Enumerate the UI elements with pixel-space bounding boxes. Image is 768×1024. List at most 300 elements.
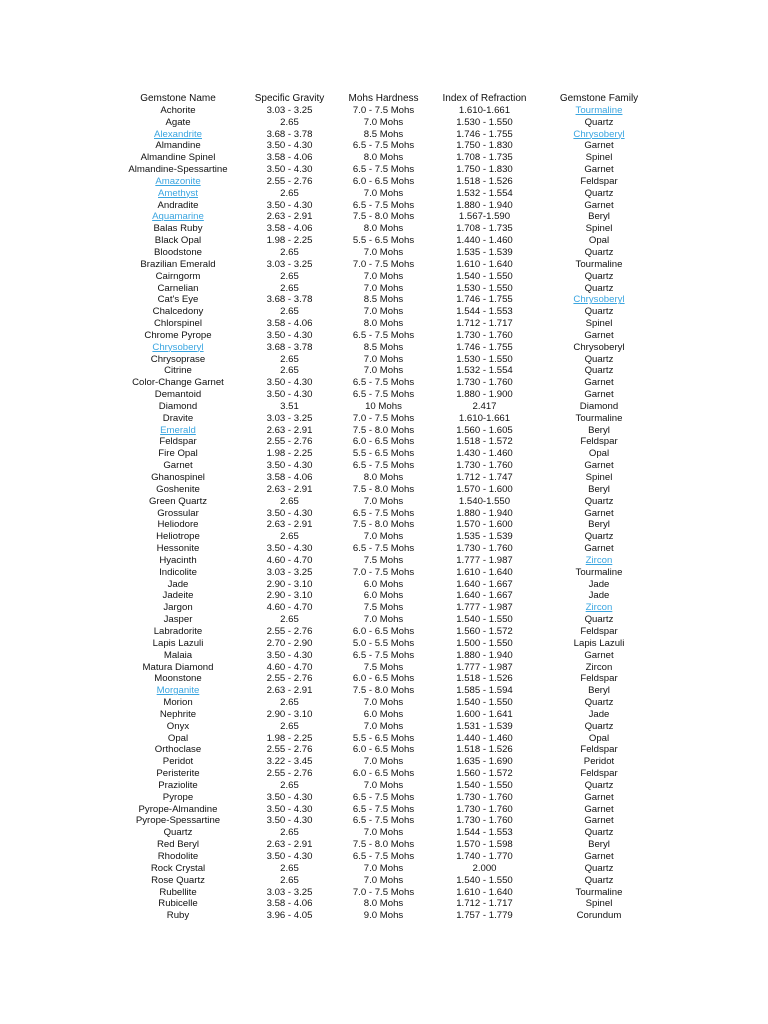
refraction-index-cell: 1.532 - 1.554 [456, 365, 513, 377]
mohs-hardness-cell: 7.5 - 8.0 Mohs [352, 211, 415, 223]
refraction-index-cell: 1.750 - 1.830 [456, 164, 513, 176]
gemstone-family-cell [543, 105, 655, 117]
gemstone-family-cell: Quartz [584, 779, 614, 791]
specific-gravity-cell: 3.50 - 4.30 [266, 851, 313, 862]
specific-gravity-cell: 1.98 - 2.25 [266, 448, 313, 460]
gemstone-family-cell: Garnet [584, 199, 614, 211]
mohs-hardness-cell: 10 Mohs [365, 400, 402, 412]
gemstone-family-cell [543, 294, 655, 306]
gemstone-name-cell: Chalcedony [152, 306, 204, 318]
table-row [118, 484, 655, 496]
mohs-hardness-cell: 6.5 - 7.5 Mohs [352, 377, 415, 389]
refraction-index-cell: 1.535 - 1.539 [456, 246, 513, 258]
mohs-hardness-cell: 7.0 Mohs [363, 365, 404, 377]
refraction-index-cell: 1.530 - 1.550 [456, 353, 513, 365]
gemstone-name-link[interactable]: Emerald [160, 424, 196, 436]
gemstone-family-cell: Quartz [584, 874, 614, 886]
gemstone-family-cell: Zircon [585, 661, 613, 673]
specific-gravity-cell: 1.98 - 2.25 [266, 235, 313, 247]
gemstone-name-link[interactable]: Morganite [156, 685, 200, 697]
refraction-index-cell: 1.640 - 1.667 [456, 578, 513, 590]
refraction-index-cell: 1.540 - 1.550 [456, 779, 513, 791]
refraction-index-cell: 1.635 - 1.690 [456, 756, 513, 768]
gemstone-name-cell: Carnelian [157, 282, 199, 294]
refraction-index-cell: 1.746 - 1.755 [456, 128, 513, 140]
gemstone-name-cell: Matura Diamond [142, 661, 214, 673]
table-row [118, 211, 655, 223]
refraction-index-cell: 1.730 - 1.760 [456, 329, 513, 341]
mohs-hardness-cell: 7.0 - 7.5 Mohs [352, 566, 415, 578]
gemstone-family-cell: Lapis Lazuli [573, 637, 625, 649]
refraction-index-cell: 1.518 - 1.526 [456, 175, 513, 187]
table-row [118, 898, 655, 910]
table-row [118, 318, 655, 330]
table-row [118, 330, 655, 342]
table-row [118, 105, 655, 117]
table-row [118, 590, 655, 602]
gemstone-family-cell: Quartz [584, 282, 614, 294]
gemstone-name-cell: Nephrite [159, 708, 197, 720]
gemstone-name-link[interactable]: Alexandrite [154, 128, 202, 140]
specific-gravity-cell: 2.55 - 2.76 [266, 625, 313, 637]
table-row [118, 744, 655, 756]
mohs-hardness-cell: 8.0 Mohs [363, 318, 404, 330]
table-row [118, 306, 655, 318]
gemstone-family-link[interactable]: Zircon [585, 554, 613, 566]
gemstone-family-cell: Quartz [584, 697, 614, 709]
specific-gravity-cell: 3.03 - 3.25 [266, 886, 313, 898]
gemstone-name-cell: Peridot [162, 756, 194, 768]
specific-gravity-cell: 2.65 [280, 306, 299, 318]
mohs-hardness-cell: 6.5 - 7.5 Mohs [352, 815, 415, 827]
gemstone-name-cell: Almandine [155, 140, 201, 152]
header-gemstone-family: Gemstone Family [559, 93, 639, 104]
refraction-index-cell: 1.730 - 1.760 [456, 791, 513, 803]
table-row [118, 496, 655, 508]
table-row [118, 887, 655, 899]
mohs-hardness-cell: 6.0 Mohs [363, 708, 404, 720]
gemstone-name-cell: Almandine Spinel [140, 152, 216, 164]
refraction-index-cell: 1.570 - 1.598 [456, 839, 513, 851]
gemstone-family-cell: Tourmaline [575, 412, 623, 424]
gemstone-family-cell: Beryl [588, 685, 610, 697]
gemstone-name-cell: Green Quartz [148, 495, 208, 507]
refraction-index-cell: 1.746 - 1.755 [456, 294, 513, 306]
gemstone-name-cell: Moonstone [154, 673, 202, 685]
table-row [118, 804, 655, 816]
gemstone-family-cell [543, 129, 655, 141]
mohs-hardness-cell: 5.5 - 6.5 Mohs [352, 235, 415, 247]
table-row [118, 176, 655, 188]
specific-gravity-cell: 3.58 - 4.06 [266, 898, 313, 910]
table-row [118, 780, 655, 792]
refraction-index-cell: 1.544 - 1.553 [456, 827, 513, 839]
specific-gravity-cell: 2.65 [280, 246, 299, 258]
refraction-index-cell: 1.746 - 1.755 [456, 341, 513, 353]
specific-gravity-cell: 2.63 - 2.91 [266, 424, 313, 436]
mohs-hardness-cell: 6.0 Mohs [363, 578, 404, 590]
specific-gravity-cell: 4.60 - 4.70 [266, 661, 313, 673]
specific-gravity-cell: 2.90 - 3.10 [266, 590, 313, 602]
table-row [118, 733, 655, 745]
refraction-index-cell: 2.000 [472, 862, 497, 874]
gemstone-name-cell: Rubicelle [158, 898, 198, 910]
gemstone-family-cell: Quartz [584, 187, 614, 199]
table-row [118, 851, 655, 863]
gemstone-name-cell: Black Opal [154, 235, 202, 247]
specific-gravity-cell: 3.50 - 4.30 [266, 199, 313, 211]
table-row [118, 472, 655, 484]
mohs-hardness-cell: 7.0 Mohs [363, 246, 404, 258]
gemstone-family-cell: Quartz [584, 246, 614, 258]
table-row [118, 259, 655, 271]
specific-gravity-cell: 3.50 - 4.30 [266, 140, 313, 152]
gemstone-name-cell: Cat's Eye [157, 294, 199, 306]
refraction-index-cell: 1.880 - 1.940 [456, 649, 513, 661]
gemstone-name-cell: Ruby [166, 910, 190, 922]
specific-gravity-cell: 2.63 - 2.91 [266, 483, 313, 495]
gemstone-family-cell: Quartz [584, 270, 614, 282]
table-row [118, 543, 655, 555]
refraction-index-cell: 1.530 - 1.550 [456, 116, 513, 128]
mohs-hardness-cell: 6.0 - 6.5 Mohs [352, 175, 415, 187]
mohs-hardness-cell: 8.0 Mohs [363, 898, 404, 910]
specific-gravity-cell: 2.65 [280, 827, 299, 839]
table-row [118, 614, 655, 626]
refraction-index-cell: 1.712 - 1.717 [456, 318, 513, 330]
gemstone-family-cell: Beryl [588, 483, 610, 495]
table-row [118, 223, 655, 235]
table-row [118, 460, 655, 472]
mohs-hardness-cell: 6.5 - 7.5 Mohs [352, 507, 415, 519]
specific-gravity-cell: 2.55 - 2.76 [266, 768, 313, 780]
refraction-index-cell: 1.540 - 1.550 [456, 874, 513, 886]
gemstone-family-cell: Quartz [584, 614, 614, 626]
refraction-index-cell: 1.730 - 1.760 [456, 377, 513, 389]
gemstone-name-cell: Rhodolite [157, 851, 199, 862]
gemstone-name-cell: Jargon [163, 602, 193, 614]
refraction-index-cell: 1.540 - 1.550 [456, 270, 513, 282]
refraction-index-cell: 1.540 - 1.550 [456, 697, 513, 709]
gemstone-family-cell: Quartz [584, 720, 614, 732]
refraction-index-cell: 1.540-1.550 [458, 495, 511, 507]
specific-gravity-cell: 2.65 [280, 874, 299, 886]
mohs-hardness-cell: 7.0 Mohs [363, 270, 404, 282]
mohs-hardness-cell: 5.5 - 6.5 Mohs [352, 732, 415, 744]
gemstone-name-cell: Chrome Pyrope [144, 329, 212, 341]
gemstone-family-cell: Quartz [584, 531, 614, 543]
gemstone-name-cell: Chrysoprase [150, 353, 206, 365]
table-row [118, 365, 655, 377]
mohs-hardness-cell: 7.0 - 7.5 Mohs [352, 258, 415, 270]
specific-gravity-cell: 3.68 - 3.78 [266, 128, 313, 140]
gemstone-name-link[interactable]: Amazonite [155, 175, 201, 187]
table-row [118, 709, 655, 721]
table-row [118, 389, 655, 401]
gemstone-name-cell: Praziolite [158, 779, 198, 791]
mohs-hardness-cell: 7.0 Mohs [363, 187, 404, 199]
refraction-index-cell: 1.531 - 1.539 [456, 720, 513, 732]
gemstone-family-link[interactable]: Chrysoberyl [573, 294, 625, 306]
gemstone-family-cell: Feldspar [580, 673, 618, 685]
mohs-hardness-cell: 7.0 Mohs [363, 282, 404, 294]
specific-gravity-cell: 3.58 - 4.06 [266, 318, 313, 330]
gemstone-family-cell: Jade [588, 578, 610, 590]
table-row [118, 235, 655, 247]
mohs-hardness-cell: 7.5 Mohs [363, 661, 404, 673]
refraction-index-cell: 1.518 - 1.526 [456, 744, 513, 756]
table-row [118, 602, 655, 614]
gemstone-family-cell: Quartz [584, 495, 614, 507]
gemstone-name-cell: Peristerite [156, 768, 200, 780]
gemstone-name-cell: Feldspar [159, 436, 197, 448]
mohs-hardness-cell: 6.5 - 7.5 Mohs [352, 164, 415, 176]
gemstone-family-cell: Opal [588, 235, 610, 247]
mohs-hardness-cell: 7.5 - 8.0 Mohs [352, 519, 415, 531]
gemstone-name-cell: Morion [163, 697, 193, 709]
refraction-index-cell: 1.440 - 1.460 [456, 235, 513, 247]
header-mohs-hardness: Mohs Hardness [348, 93, 419, 104]
specific-gravity-cell: 3.51 [280, 400, 299, 412]
table-row [118, 200, 655, 212]
table-row [118, 579, 655, 591]
gemstone-name-cell: Diamond [158, 400, 198, 412]
gemstone-name-cell [118, 188, 238, 200]
mohs-hardness-cell: 7.5 - 8.0 Mohs [352, 839, 415, 851]
refraction-index-cell: 1.570 - 1.600 [456, 483, 513, 495]
gemstone-name-cell: Goshenite [156, 483, 200, 495]
specific-gravity-cell: 2.65 [280, 779, 299, 791]
specific-gravity-cell: 2.65 [280, 187, 299, 199]
gemstone-name-link[interactable]: Aquamarine [152, 211, 204, 223]
mohs-hardness-cell: 7.0 - 7.5 Mohs [352, 104, 415, 116]
refraction-index-cell: 1.567-1.590 [458, 211, 511, 223]
mohs-hardness-cell: 7.0 Mohs [363, 862, 404, 874]
mohs-hardness-cell: 7.5 - 8.0 Mohs [352, 685, 415, 697]
mohs-hardness-cell: 7.0 Mohs [363, 827, 404, 839]
gemstone-name-cell: Malaia [163, 649, 193, 661]
specific-gravity-cell: 2.65 [280, 282, 299, 294]
gemstone-family-cell: Beryl [588, 519, 610, 531]
refraction-index-cell: 1.560 - 1.605 [456, 424, 513, 436]
refraction-index-cell: 1.610 - 1.640 [456, 886, 513, 898]
gemstone-family-cell: Garnet [584, 377, 614, 389]
specific-gravity-cell: 2.65 [280, 862, 299, 874]
table-row [118, 673, 655, 685]
gemstone-name-cell: Onyx [166, 720, 190, 732]
specific-gravity-cell: 2.65 [280, 365, 299, 377]
gemstone-family-cell: Spinel [585, 898, 613, 910]
mohs-hardness-cell: 6.5 - 7.5 Mohs [352, 543, 415, 555]
specific-gravity-cell: 2.63 - 2.91 [266, 519, 313, 531]
mohs-hardness-cell: 8.0 Mohs [363, 472, 404, 483]
gemstone-family-cell: Garnet [584, 329, 614, 341]
gemstone-family-cell: Spinel [585, 472, 613, 483]
refraction-index-cell: 1.570 - 1.600 [456, 519, 513, 531]
gemstone-name-link[interactable]: Amethyst [158, 187, 198, 199]
table-row [118, 247, 655, 259]
gemstone-family-cell: Opal [588, 448, 610, 460]
gemstone-family-cell: Garnet [584, 803, 614, 815]
gemstone-family-link[interactable]: Zircon [585, 602, 613, 614]
table-row [118, 721, 655, 733]
specific-gravity-cell: 3.50 - 4.30 [266, 803, 313, 815]
gemstone-name-cell: Quartz [163, 827, 193, 839]
mohs-hardness-cell: 7.0 Mohs [363, 353, 404, 365]
specific-gravity-cell: 2.63 - 2.91 [266, 839, 313, 851]
gemstone-name-cell [118, 211, 238, 223]
mohs-hardness-cell: 8.5 Mohs [363, 294, 404, 306]
gemstone-name-link[interactable]: Chrysoberyl [152, 341, 204, 353]
table-row [118, 697, 655, 709]
specific-gravity-cell: 3.50 - 4.30 [266, 543, 313, 555]
specific-gravity-cell: 3.50 - 4.30 [266, 791, 313, 803]
mohs-hardness-cell: 7.5 - 8.0 Mohs [352, 483, 415, 495]
gemstone-name-cell: Pyrope [162, 791, 194, 803]
mohs-hardness-cell: 7.0 Mohs [363, 531, 404, 543]
gemstone-name-cell: Brazilian Emerald [140, 258, 216, 270]
refraction-index-cell: 1.600 - 1.641 [456, 708, 513, 720]
specific-gravity-cell: 3.96 - 4.05 [266, 910, 313, 922]
gemstone-name-cell: Heliodore [157, 519, 199, 531]
mohs-hardness-cell: 8.0 Mohs [363, 152, 404, 164]
mohs-hardness-cell: 7.0 Mohs [363, 116, 404, 128]
refraction-index-cell: 1.535 - 1.539 [456, 531, 513, 543]
gemstone-name-cell: Hyacinth [159, 554, 197, 566]
refraction-index-cell: 1.740 - 1.770 [456, 851, 513, 862]
gemstone-name-cell: Achorite [160, 104, 196, 116]
header-gemstone-name: Gemstone Name [140, 93, 216, 104]
gemstone-name-cell: Hessonite [156, 543, 200, 555]
mohs-hardness-cell: 9.0 Mohs [363, 910, 404, 922]
gemstone-family-link[interactable]: Chrysoberyl [573, 128, 625, 140]
specific-gravity-cell: 3.22 - 3.45 [266, 756, 313, 768]
refraction-index-cell: 1.544 - 1.553 [456, 306, 513, 318]
gemstone-family-cell: Garnet [584, 791, 614, 803]
gemstone-family-cell: Garnet [584, 851, 614, 862]
gemstone-family-cell: Quartz [584, 827, 614, 839]
specific-gravity-cell: 2.65 [280, 116, 299, 128]
table-row [118, 342, 655, 354]
refraction-index-cell: 1.777 - 1.987 [456, 554, 513, 566]
table-row [118, 448, 655, 460]
gemstone-family-cell: Spinel [585, 223, 613, 235]
refraction-index-cell: 1.532 - 1.554 [456, 187, 513, 199]
mohs-hardness-cell: 6.5 - 7.5 Mohs [352, 851, 415, 862]
mohs-hardness-cell: 6.0 Mohs [363, 590, 404, 602]
gemstone-name-cell: Red Beryl [156, 839, 200, 851]
gemstone-name-cell: Jasper [163, 614, 193, 626]
gemstone-name-cell: Grossular [157, 507, 199, 519]
gemstone-name-cell: Fire Opal [158, 448, 198, 460]
specific-gravity-cell: 2.65 [280, 495, 299, 507]
mohs-hardness-cell: 7.0 Mohs [363, 495, 404, 507]
refraction-index-cell: 1.610 - 1.640 [456, 258, 513, 270]
gemstone-name-cell: Color-Change Garnet [132, 377, 224, 389]
mohs-hardness-cell: 6.5 - 7.5 Mohs [352, 803, 415, 815]
refraction-index-cell: 1.585 - 1.594 [456, 685, 513, 697]
mohs-hardness-cell: 6.5 - 7.5 Mohs [352, 389, 415, 401]
gemstone-name-cell [118, 425, 238, 437]
mohs-hardness-cell: 6.5 - 7.5 Mohs [352, 460, 415, 472]
mohs-hardness-cell: 6.0 - 6.5 Mohs [352, 768, 415, 780]
mohs-hardness-cell: 7.0 Mohs [363, 720, 404, 732]
specific-gravity-cell: 2.65 [280, 270, 299, 282]
mohs-hardness-cell: 7.0 Mohs [363, 874, 404, 886]
table-header-row [118, 93, 655, 105]
specific-gravity-cell: 3.58 - 4.06 [266, 472, 313, 483]
specific-gravity-cell: 2.65 [280, 720, 299, 732]
table-row [118, 354, 655, 366]
mohs-hardness-cell: 6.5 - 7.5 Mohs [352, 140, 415, 152]
gemstone-family-cell: Spinel [585, 318, 613, 330]
gemstone-family-cell: Tourmaline [575, 258, 623, 270]
gemstone-family-cell: Jade [588, 708, 610, 720]
header-specific-gravity: Specific Gravity [254, 93, 325, 104]
mohs-hardness-cell: 7.0 - 7.5 Mohs [352, 412, 415, 424]
gemstone-name-cell: Jadeite [162, 590, 194, 602]
gemstone-family-cell: Garnet [584, 649, 614, 661]
specific-gravity-cell: 2.65 [280, 531, 299, 543]
gemstone-family-cell: Peridot [583, 756, 615, 768]
specific-gravity-cell: 4.60 - 4.70 [266, 554, 313, 566]
table-row [118, 768, 655, 780]
gemstone-family-cell: Feldspar [580, 625, 618, 637]
specific-gravity-cell: 3.58 - 4.06 [266, 152, 313, 164]
refraction-index-cell: 1.440 - 1.460 [456, 732, 513, 744]
table-row [118, 685, 655, 697]
gemstone-name-cell [118, 129, 238, 141]
refraction-index-cell: 1.880 - 1.940 [456, 199, 513, 211]
refraction-index-cell: 1.640 - 1.667 [456, 590, 513, 602]
table-row [118, 555, 655, 567]
specific-gravity-cell: 3.03 - 3.25 [266, 566, 313, 578]
refraction-index-cell: 1.777 - 1.987 [456, 602, 513, 614]
specific-gravity-cell: 3.50 - 4.30 [266, 329, 313, 341]
refraction-index-cell: 1.757 - 1.779 [456, 910, 513, 922]
table-row [118, 152, 655, 164]
refraction-index-cell: 1.730 - 1.760 [456, 815, 513, 827]
specific-gravity-cell: 2.65 [280, 353, 299, 365]
gemstone-family-cell [543, 602, 655, 614]
table-row [118, 827, 655, 839]
gemstone-family-cell: Garnet [584, 389, 614, 401]
gemstone-family-cell: Quartz [584, 862, 614, 874]
mohs-hardness-cell: 6.5 - 7.5 Mohs [352, 329, 415, 341]
mohs-hardness-cell: 7.5 - 8.0 Mohs [352, 424, 415, 436]
specific-gravity-cell: 1.98 - 2.25 [266, 732, 313, 744]
table-row [118, 377, 655, 389]
gemstone-family-cell: Feldspar [580, 175, 618, 187]
gemstone-name-cell [118, 342, 238, 354]
table-row [118, 638, 655, 650]
table-row [118, 436, 655, 448]
gemstone-name-cell: Chlorspinel [154, 318, 202, 330]
specific-gravity-cell: 2.65 [280, 614, 299, 626]
gemstone-name-cell: Bloodstone [153, 246, 202, 258]
refraction-index-cell: 1.518 - 1.572 [456, 436, 513, 448]
gemstone-name-cell: Rose Quartz [151, 874, 205, 886]
gemstone-name-cell: Citrine [164, 365, 192, 377]
specific-gravity-cell: 2.55 - 2.76 [266, 744, 313, 756]
specific-gravity-cell: 4.60 - 4.70 [266, 602, 313, 614]
gemstone-family-cell: Opal [588, 732, 610, 744]
specific-gravity-cell: 3.03 - 3.25 [266, 258, 313, 270]
gemstone-name-cell: Heliotrope [156, 531, 200, 543]
gemstone-family-link[interactable]: Tourmaline [575, 104, 623, 116]
gemstone-name-cell: Pyrope-Spessartine [135, 815, 221, 827]
table-row [118, 271, 655, 283]
